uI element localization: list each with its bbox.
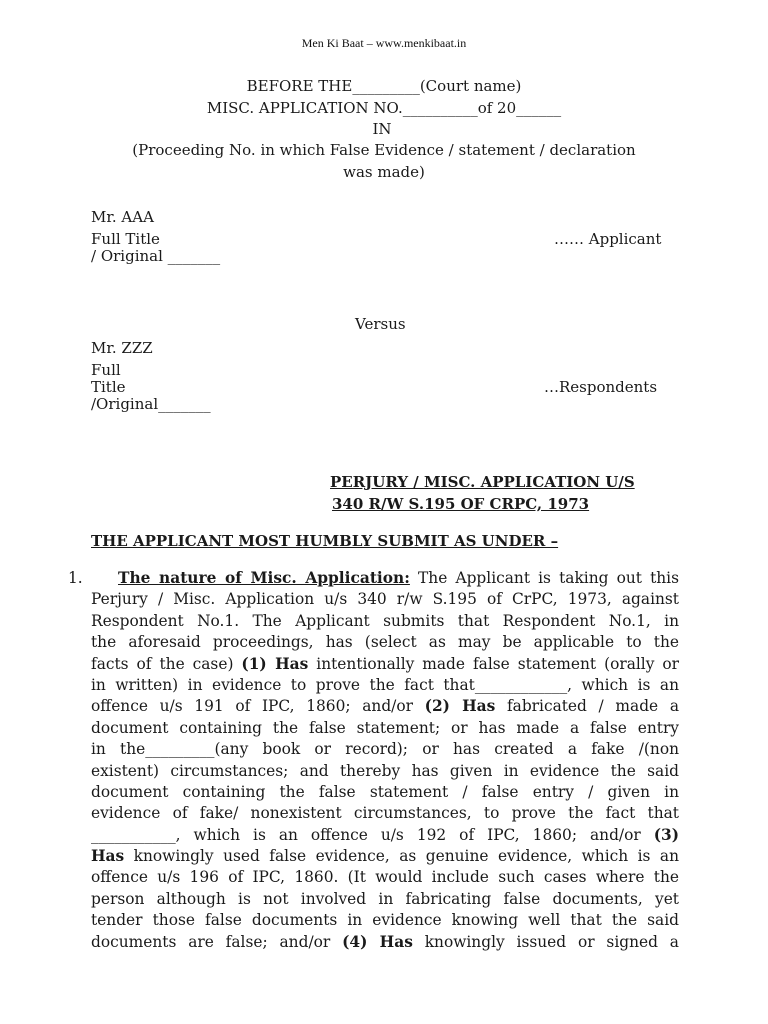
paragraph-1 xyxy=(91,568,679,953)
court-line: BEFORE THE_________(Court name) xyxy=(246,77,522,95)
page-header: Men Ki Baat – www.menkibaat.in xyxy=(301,36,467,50)
applicant-title: Full Title xyxy=(91,230,160,248)
text-run: fabricated / made a xyxy=(495,697,679,716)
text-run: ___________, which is an offence u/s 192 of IPC, 1860; and/or xyxy=(91,825,654,844)
paragraph-line xyxy=(91,932,679,953)
paragraph-number: 1. xyxy=(68,569,83,587)
subject-line-1: PERJURY / MISC. APPLICATION U/S xyxy=(330,473,635,491)
paragraph-line: existent) circumstances; and thereby has given in evidence the said xyxy=(91,761,679,780)
paragraph-line: in written) in evidence to prove the fact that____________, which is an xyxy=(91,675,679,694)
applicant-original: / Original _______ xyxy=(91,247,221,265)
proceeding-line-continued: was made) xyxy=(343,163,425,181)
text-run: intentionally made false statement (orally or xyxy=(308,654,679,673)
text-run: knowingly used false evidence, as genuine evidence, which is an xyxy=(124,847,679,866)
paragraph-line: in the_________(any book or record); or has created a fake /(non xyxy=(91,740,679,759)
paragraph-line: tender those false documents in evidence knowing well that the said xyxy=(91,911,679,930)
paragraph-heading: The nature of Misc. Application: xyxy=(118,569,410,587)
subject-line-2: 340 R/W S.195 OF CRPC, 1973 xyxy=(332,495,590,513)
paragraph-line: document containing the false statement / false entry / given in xyxy=(91,782,679,801)
bold-run: (4) Has xyxy=(342,932,413,951)
text-run: offence u/s 191 of IPC, 1860; and/or xyxy=(91,697,425,716)
paragraph-line xyxy=(91,846,679,867)
paragraph-line: person although is not involved in fabricating false documents, yet xyxy=(91,889,679,908)
proceeding-line: (Proceeding No. in which False Evidence / statement / declaration xyxy=(132,141,636,159)
submission-heading: THE APPLICANT MOST HUMBLY SUBMIT AS UNDER – xyxy=(91,532,559,550)
respondent-name: Mr. ZZZ xyxy=(91,339,153,357)
applicant-name: Mr. AAA xyxy=(91,208,154,226)
respondent-original: /Original_______ xyxy=(91,395,211,413)
paragraph-line xyxy=(91,696,679,717)
in-line: IN xyxy=(372,120,392,138)
respondent-title: Title xyxy=(91,378,126,396)
respondent-role: …Respondents xyxy=(544,378,658,396)
text-run: knowingly issued or signed a xyxy=(412,932,679,951)
paragraph-line xyxy=(91,654,679,675)
paragraph-line: document containing the false statement; or has made a false entry xyxy=(91,718,679,737)
paragraph-line: evidence of fake/ nonexistent circumstances, to prove the fact that xyxy=(91,804,679,823)
application-number-line: MISC. APPLICATION NO.__________of 20______ xyxy=(206,99,562,117)
bold-run: (1) Has xyxy=(241,654,309,673)
paragraph-line: Perjury / Misc. Application u/s 340 r/w S.195 of CrPC, 1973, against xyxy=(91,590,679,609)
respondent-title-full: Full xyxy=(91,361,121,379)
versus-label: Versus xyxy=(355,315,406,333)
text-run: documents are false; and/or xyxy=(91,932,343,951)
paragraph-line xyxy=(91,825,679,846)
paragraph-line: the aforesaid proceedings, has (select as may be applicable to the xyxy=(91,633,679,652)
paragraph-line: Respondent No.1. The Applicant submits that Respondent No.1, in xyxy=(91,611,679,630)
paragraph-line xyxy=(91,568,679,589)
bold-run: (3) xyxy=(653,825,679,844)
text-run: facts of the case) xyxy=(91,654,242,673)
bold-run: Has xyxy=(91,847,125,866)
applicant-role: …… Applicant xyxy=(554,230,662,248)
paragraph-line: offence u/s 196 of IPC, 1860. (It would include such cases where the xyxy=(91,868,679,887)
text-run: The Applicant is taking out this xyxy=(409,569,679,587)
bold-run: (2) Has xyxy=(424,697,496,716)
